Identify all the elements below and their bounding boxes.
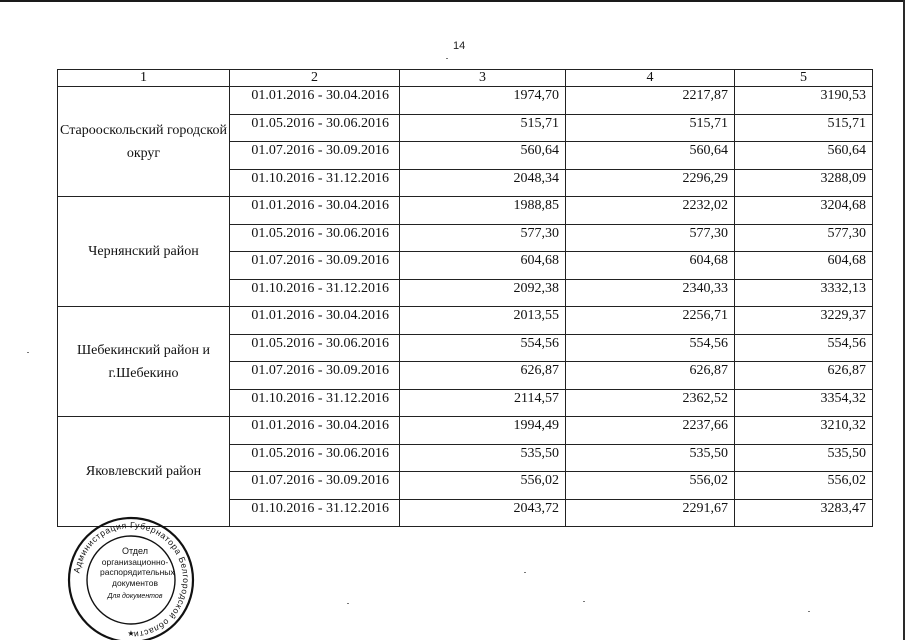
- value-cell-col5: 515,71: [735, 114, 873, 142]
- period-cell: 01.01.2016 - 30.04.2016: [230, 87, 400, 115]
- table-row: [58, 197, 873, 225]
- period-cell: 01.10.2016 - 31.12.2016: [230, 279, 400, 307]
- scan-speck: [446, 58, 448, 59]
- period-cell: 01.05.2016 - 30.06.2016: [230, 334, 400, 362]
- value-cell-col3: 2114,57: [400, 389, 566, 417]
- value-cell-col4: 560,64: [566, 142, 735, 170]
- period-cell: 01.07.2016 - 30.09.2016: [230, 362, 400, 390]
- scan-speck: [27, 352, 29, 353]
- value-cell-col4: 556,02: [566, 472, 735, 500]
- value-cell-col4: 626,87: [566, 362, 735, 390]
- value-cell-col5: 3210,32: [735, 417, 873, 445]
- period-cell: 01.07.2016 - 30.09.2016: [230, 142, 400, 170]
- value-cell-col5: 3283,47: [735, 499, 873, 527]
- value-cell-col4: 2217,87: [566, 87, 735, 115]
- period-cell: 01.10.2016 - 31.12.2016: [230, 389, 400, 417]
- value-cell-col3: 560,64: [400, 142, 566, 170]
- value-cell-col4: 535,50: [566, 444, 735, 472]
- value-cell-col3: 1974,70: [400, 87, 566, 115]
- scan-speck: [347, 603, 349, 604]
- value-cell-col3: 515,71: [400, 114, 566, 142]
- value-cell-col4: 2232,02: [566, 197, 735, 225]
- region-cell: Чернянский район: [58, 197, 230, 307]
- value-cell-col5: 3204,68: [735, 197, 873, 225]
- value-cell-col4: 2237,66: [566, 417, 735, 445]
- region-cell: Шебекинский район и г.Шебекино: [58, 307, 230, 417]
- value-cell-col5: 560,64: [735, 142, 873, 170]
- value-cell-col4: 2296,29: [566, 169, 735, 197]
- table-row: [58, 87, 873, 115]
- region-cell: Яковлевский район: [58, 417, 230, 527]
- stamp-line-3: распорядительных: [100, 567, 175, 577]
- column-header-5: 5: [735, 70, 873, 87]
- value-cell-col4: 2340,33: [566, 279, 735, 307]
- stamp-center-text: [100, 546, 175, 603]
- value-cell-col5: 535,50: [735, 444, 873, 472]
- value-cell-col4: 2362,52: [566, 389, 735, 417]
- value-cell-col5: 3229,37: [735, 307, 873, 335]
- value-cell-col3: 1988,85: [400, 197, 566, 225]
- value-cell-col3: 604,68: [400, 252, 566, 280]
- column-header-4: 4: [566, 70, 735, 87]
- scan-speck: [524, 572, 526, 573]
- value-cell-col3: 535,50: [400, 444, 566, 472]
- tariff-table-body: [58, 70, 873, 527]
- table-header-row: [58, 70, 873, 87]
- stamp-sub-line: Для документов: [107, 593, 163, 600]
- stamp-line-4: документов: [112, 577, 158, 588]
- table-row: [58, 417, 873, 445]
- value-cell-col3: 1994,49: [400, 417, 566, 445]
- period-cell: 01.07.2016 - 30.09.2016: [230, 472, 400, 500]
- stamp-ring-textpath: Администрация Губернатора Белгородской области: [71, 519, 192, 640]
- stamp-line-2: организационно-: [101, 556, 169, 567]
- value-cell-col4: 577,30: [566, 224, 735, 252]
- value-cell-col3: 626,87: [400, 362, 566, 390]
- value-cell-col3: 2048,34: [400, 169, 566, 197]
- period-cell: 01.01.2016 - 30.04.2016: [230, 307, 400, 335]
- value-cell-col3: 2043,72: [400, 499, 566, 527]
- value-cell-col5: 626,87: [735, 362, 873, 390]
- scan-speck: [583, 601, 585, 602]
- column-header-2: 2: [230, 70, 400, 87]
- page-number: 14: [453, 40, 466, 52]
- value-cell-col3: 2013,55: [400, 307, 566, 335]
- period-cell: 01.01.2016 - 30.04.2016: [230, 417, 400, 445]
- value-cell-col5: 556,02: [735, 472, 873, 500]
- period-cell: 01.05.2016 - 30.06.2016: [230, 444, 400, 472]
- period-cell: 01.05.2016 - 30.06.2016: [230, 114, 400, 142]
- value-cell-col3: 2092,38: [400, 279, 566, 307]
- tariff-table: [57, 69, 873, 527]
- value-cell-col4: 604,68: [566, 252, 735, 280]
- period-cell: 01.10.2016 - 31.12.2016: [230, 499, 400, 527]
- column-header-3: 3: [400, 70, 566, 87]
- region-cell: Старооскольский городской округ: [58, 87, 230, 197]
- value-cell-col3: 556,02: [400, 472, 566, 500]
- value-cell-col4: 554,56: [566, 334, 735, 362]
- value-cell-col4: 2256,71: [566, 307, 735, 335]
- value-cell-col5: 3354,32: [735, 389, 873, 417]
- period-cell: 01.07.2016 - 30.09.2016: [230, 252, 400, 280]
- value-cell-col5: 577,30: [735, 224, 873, 252]
- period-cell: 01.10.2016 - 31.12.2016: [230, 169, 400, 197]
- table-row: [58, 307, 873, 335]
- period-cell: 01.01.2016 - 30.04.2016: [230, 197, 400, 225]
- value-cell-col5: 3332,13: [735, 279, 873, 307]
- scan-top-border: [0, 0, 905, 2]
- stamp-line-1: Отдел: [121, 546, 149, 556]
- period-cell: 01.05.2016 - 30.06.2016: [230, 224, 400, 252]
- value-cell-col5: 3190,53: [735, 87, 873, 115]
- value-cell-col3: 554,56: [400, 334, 566, 362]
- value-cell-col5: 3288,09: [735, 169, 873, 197]
- value-cell-col4: 2291,67: [566, 499, 735, 527]
- value-cell-col5: 604,68: [735, 252, 873, 280]
- stamp-star-icon: ★: [127, 629, 135, 638]
- value-cell-col5: 554,56: [735, 334, 873, 362]
- column-header-1: 1: [58, 70, 230, 87]
- value-cell-col4: 515,71: [566, 114, 735, 142]
- scan-speck: [808, 611, 810, 612]
- value-cell-col3: 577,30: [400, 224, 566, 252]
